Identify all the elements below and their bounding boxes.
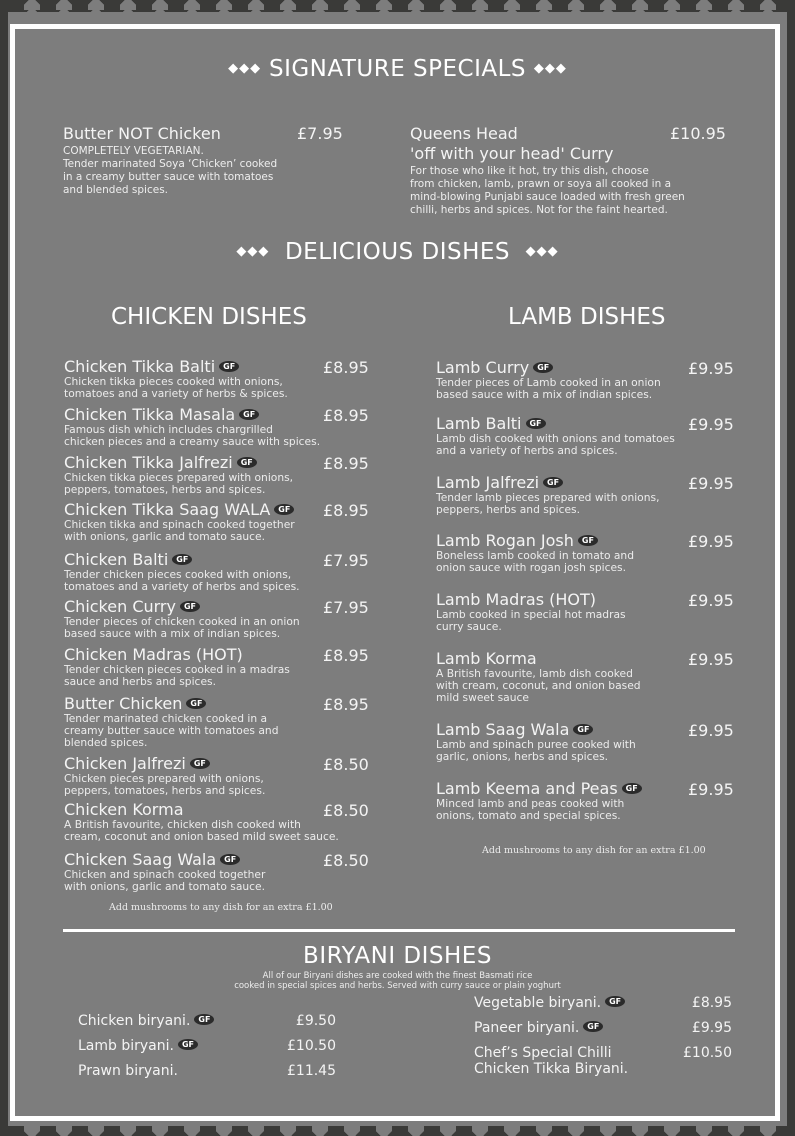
dish-name: Chef’s Special Chilli <box>474 1045 612 1061</box>
dish-name: Lamb Madras (HOT) <box>436 590 596 609</box>
dish-desc: A British favourite, chicken dish cooked with cream, coconut and onion based mild sweet sauce. <box>64 818 339 843</box>
dish-name-line2: Chicken Tikka Biryani. <box>474 1061 629 1077</box>
gluten-free-badge-icon: GF <box>605 996 625 1007</box>
dish-name: Chicken Tikka Balti GF <box>64 358 288 376</box>
signature-specials-heading <box>0 56 795 82</box>
dish-name: Lamb Keema and Peas GF <box>436 780 642 798</box>
dish-name: Lamb Korma <box>436 649 537 668</box>
gluten-free-badge-icon: GF <box>573 724 593 735</box>
dish-name: Chicken Tikka Saag WALA GF <box>64 501 295 519</box>
gluten-free-badge-icon: GF <box>237 457 257 468</box>
dish-name: Butter NOT Chicken <box>63 124 221 143</box>
dish-price: £8.95 <box>323 695 369 714</box>
dish-price: £7.95 <box>323 551 369 570</box>
dish-item <box>436 590 734 633</box>
dish-desc: Tender pieces of Lamb cooked in an onion based sauce with a mix of indian spices. <box>436 376 661 401</box>
biryani-heading: BIRYANI DISHES <box>303 943 492 969</box>
dish-price: £9.95 <box>688 591 734 610</box>
dish-name: Chicken Curry GF <box>64 598 300 616</box>
dish-desc: Lamb dish cooked with onions and tomatoes and a variety of herbs and spices. <box>436 432 675 457</box>
biryani-item <box>78 1063 178 1079</box>
dish-desc: For those who like it hot, try this dish, choose from chicken, lamb, prawn or soya all cooked in a mind-blowing Punjabi sauce loaded with fresh green chilli, herbs and spices. Not for the faint hearted. <box>410 165 685 216</box>
dish-price: £11.45 <box>287 1063 336 1079</box>
gluten-free-badge-icon: GF <box>180 601 200 612</box>
dish-desc: Boneless lamb cooked in tomato and onion sauce with rogan josh spices. <box>436 549 634 574</box>
dish-desc: Tender chicken pieces cooked with onions, tomatoes and a variety of herbs and spices. <box>64 568 300 593</box>
dish-price: £9.95 <box>688 359 734 378</box>
section-divider <box>63 929 735 932</box>
dish-name: Lamb Balti GF <box>436 415 675 433</box>
dish-price: £8.95 <box>323 454 369 473</box>
gluten-free-badge-icon: GF <box>194 1014 214 1025</box>
dish-name: Paneer biryani. <box>474 1020 580 1036</box>
dish-desc: Chicken and spinach cooked together with onions, garlic and tomato sauce. <box>64 868 266 893</box>
dish-price: £9.95 <box>688 780 734 799</box>
diamond-ornament-icon: ◆◆◆ <box>525 244 559 259</box>
gluten-free-badge-icon: GF <box>583 1021 603 1032</box>
dish-item <box>64 453 369 496</box>
top-wave-border <box>8 0 787 12</box>
dish-price: £9.95 <box>688 415 734 434</box>
biryani-item <box>474 1020 603 1036</box>
dish-item <box>64 357 369 400</box>
dish-desc: A British favourite, lamb dish cooked with cream, coconut, and onion based mild sweet sauce <box>436 667 641 704</box>
gluten-free-badge-icon: GF <box>578 535 598 546</box>
dish-name: Chicken Balti GF <box>64 551 300 569</box>
dish-name: Vegetable biryani. <box>474 995 602 1011</box>
dish-desc: Lamb cooked in special hot madras curry sauce. <box>436 608 626 633</box>
dish-name: Lamb Rogan Josh GF <box>436 532 634 550</box>
biryani-item <box>474 995 625 1011</box>
chicken-dishes-title: CHICKEN DISHES <box>111 304 307 330</box>
dish-item <box>64 500 369 543</box>
dish-name: Chicken Tikka Jalfrezi GF <box>64 454 293 472</box>
section-title: SIGNATURE SPECIALS <box>268 56 527 82</box>
dish-desc: Chicken tikka pieces prepared with onions, peppers, tomatoes, herbs and spices. <box>64 471 294 496</box>
dish-desc: Tender chicken pieces cooked in a madras sauce and herbs and spices. <box>64 663 290 688</box>
dish-price: £7.95 <box>323 598 369 617</box>
diamond-ornament-icon: ◆◆◆ <box>533 61 567 76</box>
dish-name: Lamb Saag Wala GF <box>436 721 636 739</box>
biryani-subtitle: All of our Biryani dishes are cooked with the finest Basmati rice cooked in special spices and herbs. Served with curry sauce or plain yoghurt <box>234 971 561 991</box>
dish-item <box>436 649 734 704</box>
gluten-free-badge-icon: GF <box>239 409 259 420</box>
dish-price: £8.95 <box>323 646 369 665</box>
bottom-wave-border <box>8 1126 787 1136</box>
dish-name: Prawn biryani. <box>78 1063 178 1079</box>
dish-name: Lamb Curry GF <box>436 359 661 377</box>
dish-name: Chicken biryani. <box>78 1013 191 1029</box>
dish-item <box>64 694 369 749</box>
gluten-free-badge-icon: GF <box>533 362 553 373</box>
dish-price: £10.50 <box>683 1045 732 1061</box>
diamond-ornament-icon: ◆◆◆ <box>236 244 270 259</box>
signature-item <box>63 124 353 197</box>
dish-name: Chicken Korma <box>64 800 184 819</box>
dish-price: £8.50 <box>323 801 369 820</box>
dish-name: Chicken Tikka Masala GF <box>64 406 320 424</box>
dish-item <box>436 358 734 401</box>
dish-price: £8.95 <box>323 358 369 377</box>
dish-item <box>436 720 734 763</box>
dish-desc: Tender marinated chicken cooked in a creamy butter sauce with tomatoes and blended spices. <box>64 712 279 749</box>
dish-item <box>436 779 734 822</box>
gluten-free-badge-icon: GF <box>220 854 240 865</box>
dish-name: Butter Chicken GF <box>64 695 278 713</box>
dish-name: Chicken Jalfrezi GF <box>64 755 265 773</box>
chicken-mushroom-note: Add mushrooms to any dish for an extra £1.00 <box>109 902 333 913</box>
dish-item <box>64 645 369 688</box>
dish-item <box>64 597 369 640</box>
dish-name: Lamb Jalfrezi GF <box>436 474 659 492</box>
dish-desc: Famous dish which includes chargrilled chicken pieces and a creamy sauce with spices. <box>64 423 321 448</box>
biryani-item <box>78 1038 198 1054</box>
dish-item <box>64 800 369 843</box>
biryani-item <box>78 1013 214 1029</box>
lamb-dishes-title: LAMB DISHES <box>508 304 666 330</box>
gluten-free-badge-icon: GF <box>172 554 192 565</box>
dish-item <box>64 754 369 797</box>
gluten-free-badge-icon: GF <box>622 783 642 794</box>
gluten-free-badge-icon: GF <box>543 477 563 488</box>
dish-item <box>436 531 734 574</box>
biryani-item <box>474 1045 628 1077</box>
gluten-free-badge-icon: GF <box>190 758 210 769</box>
dish-desc: Tender lamb pieces prepared with onions, peppers, herbs and spices. <box>436 491 660 516</box>
lamb-mushroom-note: Add mushrooms to any dish for an extra £1.00 <box>482 845 706 856</box>
dish-price: £8.95 <box>323 406 369 425</box>
dish-price: £9.95 <box>688 650 734 669</box>
dish-price: £10.95 <box>670 124 726 143</box>
dish-price: £7.95 <box>297 124 343 143</box>
dish-name: Queens Head <box>410 124 518 143</box>
dish-item <box>436 473 734 516</box>
dish-desc: Chicken tikka and spinach cooked together with onions, garlic and tomato sauce. <box>64 518 295 543</box>
gluten-free-badge-icon: GF <box>186 698 206 709</box>
dish-name: Chicken Saag Wala GF <box>64 851 265 869</box>
dish-item <box>64 550 369 593</box>
dish-price: £9.95 <box>688 474 734 493</box>
dish-price: £8.50 <box>323 755 369 774</box>
section-title: DELICIOUS DISHES <box>284 239 511 265</box>
gluten-free-badge-icon: GF <box>219 361 239 372</box>
dish-item <box>64 405 369 448</box>
dish-price: £8.95 <box>691 995 732 1011</box>
dish-price: £9.95 <box>688 532 734 551</box>
dish-name: Lamb biryani. <box>78 1038 174 1054</box>
dish-price: £9.95 <box>691 1020 732 1036</box>
dish-price: £8.50 <box>323 851 369 870</box>
dish-price: £8.95 <box>323 501 369 520</box>
dish-desc: Minced lamb and peas cooked with onions, tomato and special spices. <box>436 797 625 822</box>
diamond-ornament-icon: ◆◆◆ <box>228 61 262 76</box>
gluten-free-badge-icon: GF <box>178 1039 198 1050</box>
gluten-free-badge-icon: GF <box>274 504 294 515</box>
dish-name: Chicken Madras (HOT) <box>64 645 243 664</box>
dish-desc: Chicken tikka pieces cooked with onions, tomatoes and a variety of herbs & spices. <box>64 375 288 400</box>
dish-item <box>436 414 734 457</box>
gluten-free-badge-icon: GF <box>526 418 546 429</box>
delicious-dishes-heading <box>0 239 795 265</box>
dish-item <box>64 850 369 893</box>
dish-name-line2: 'off with your head' Curry <box>410 144 614 163</box>
dish-price: £9.50 <box>295 1013 336 1029</box>
dish-price: £10.50 <box>287 1038 336 1054</box>
dish-desc: Chicken pieces prepared with onions, peppers, tomatoes, herbs and spices. <box>64 772 266 797</box>
signature-item <box>410 124 735 217</box>
dish-desc: COMPLETELY VEGETARIAN. Tender marinated Soya ‘Chicken’ cooked in a creamy butter sauce with tomatoes and blended spices. <box>63 145 278 196</box>
dish-desc: Lamb and spinach puree cooked with garlic, onions, herbs and spices. <box>436 738 636 763</box>
dish-price: £9.95 <box>688 721 734 740</box>
dish-desc: Tender pieces of chicken cooked in an onion based sauce with a mix of indian spices. <box>64 615 300 640</box>
